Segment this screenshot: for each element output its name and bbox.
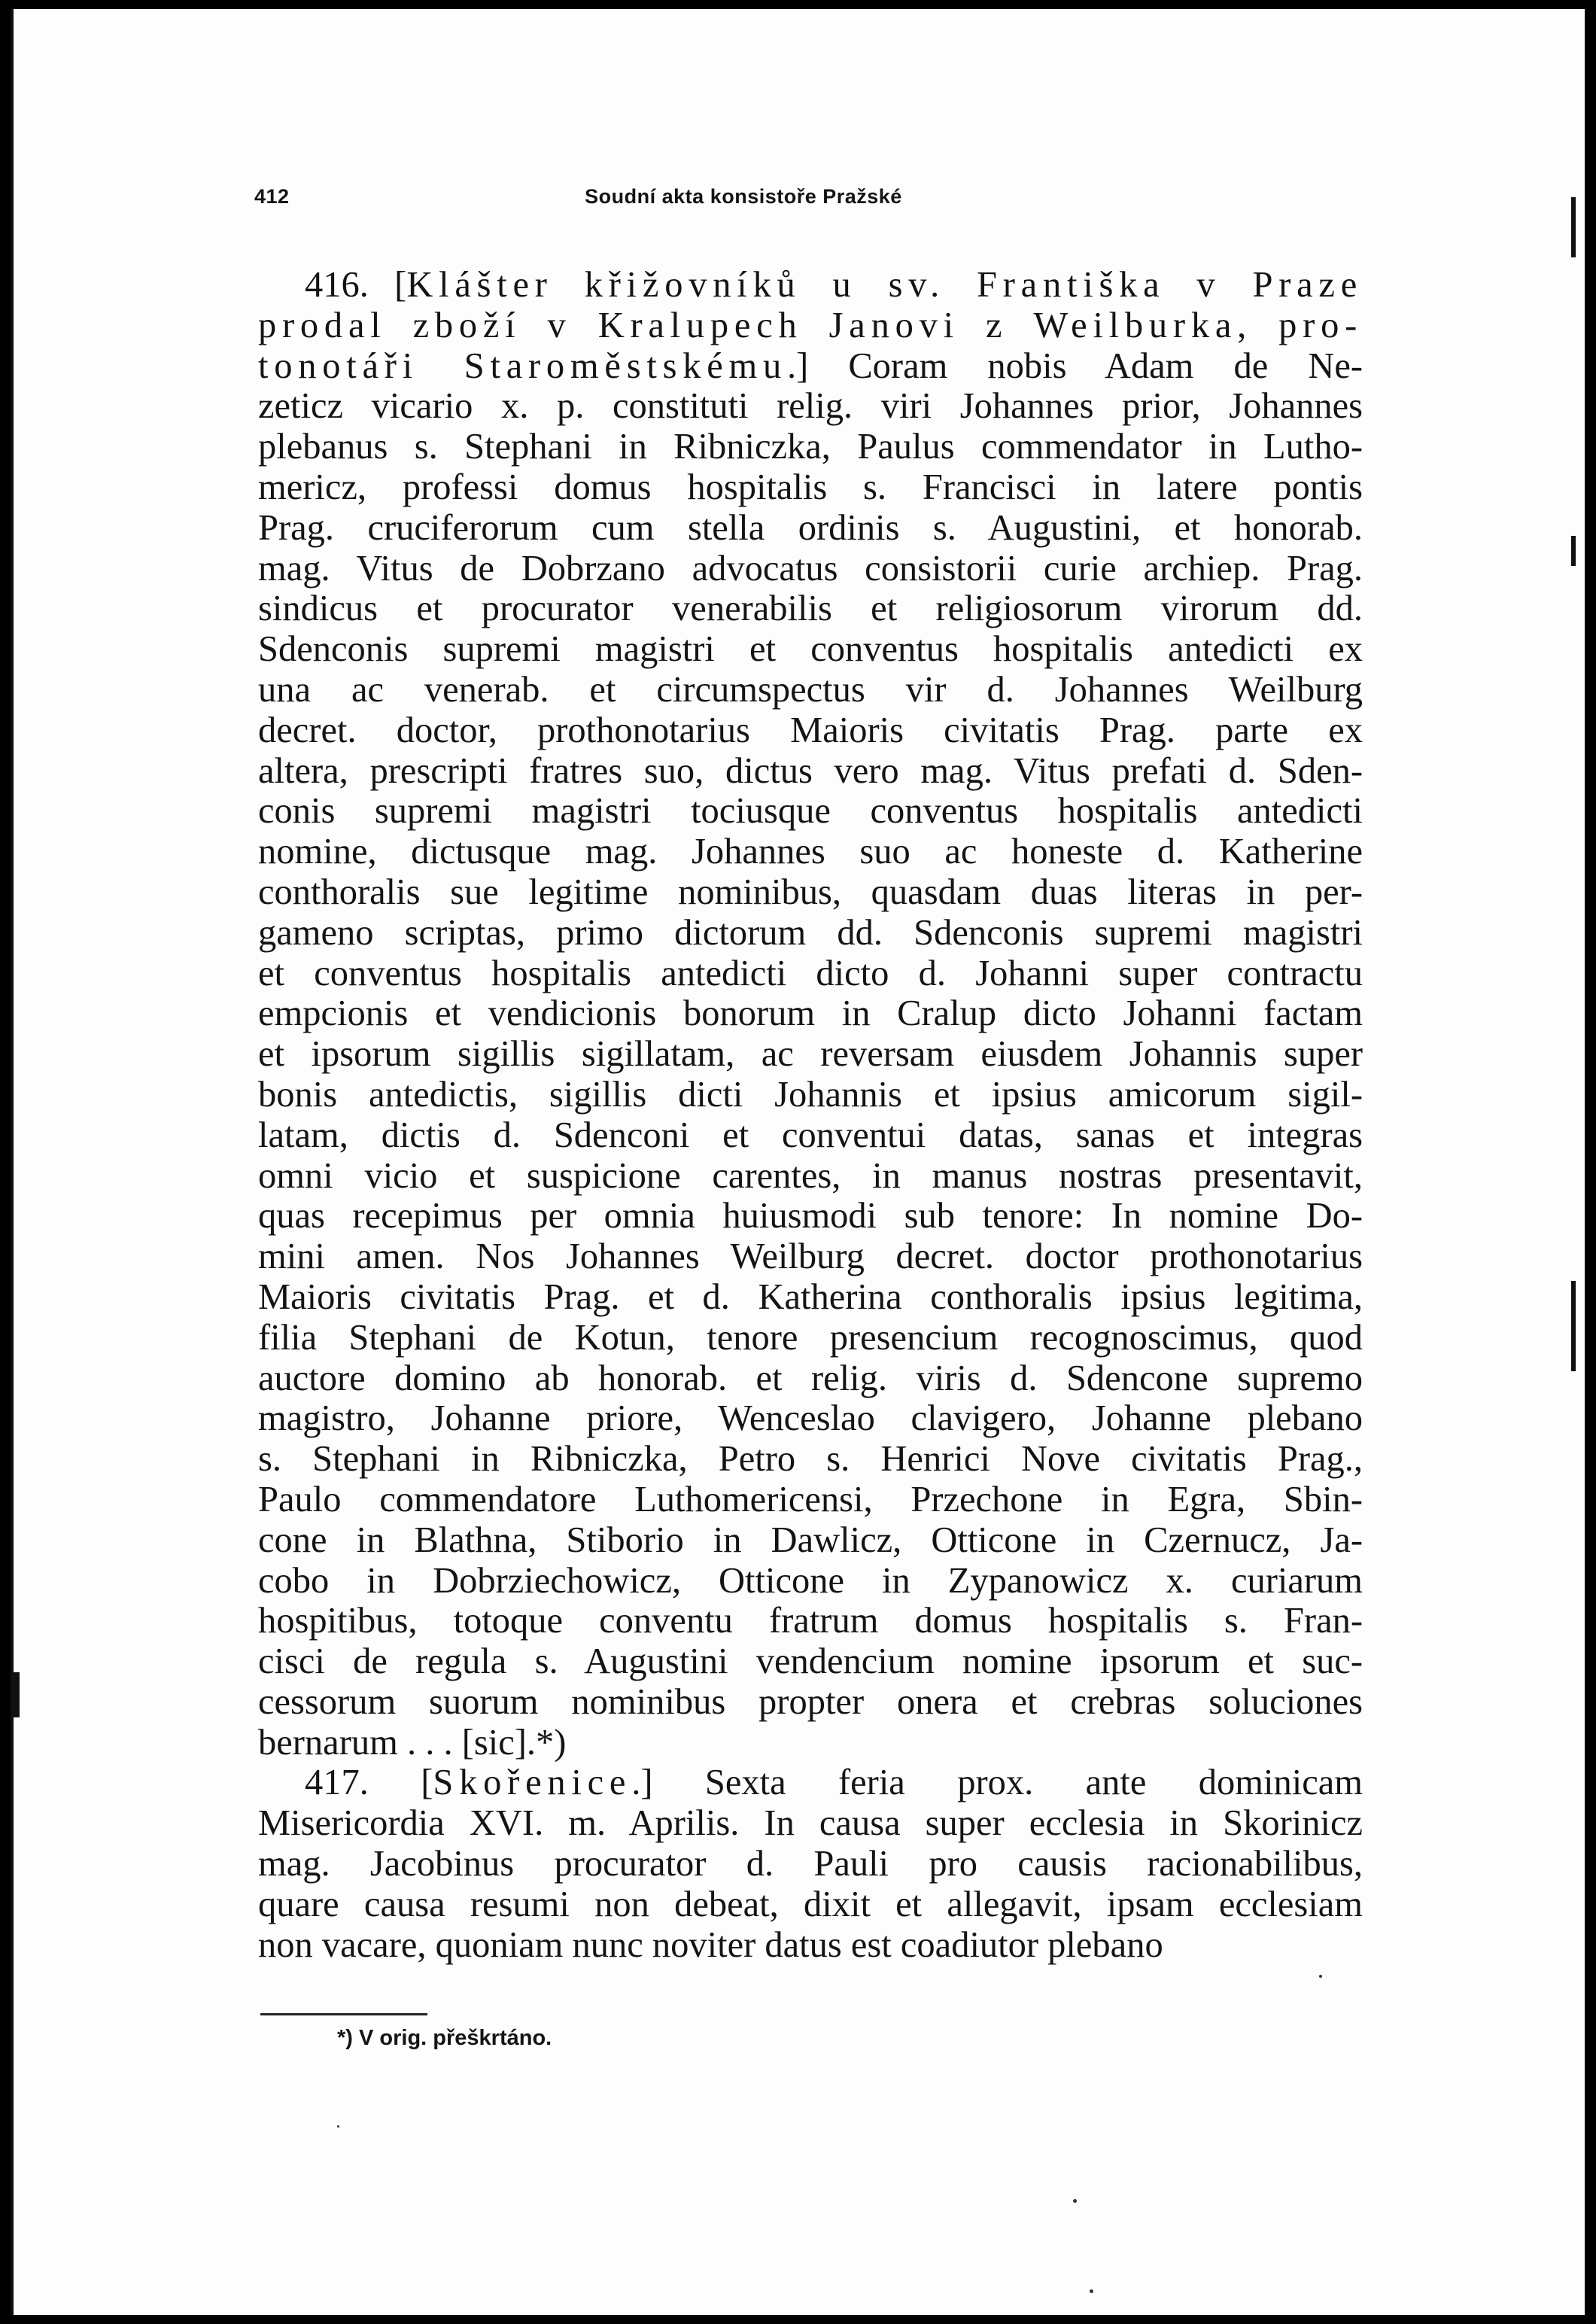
footnote-rule	[260, 2013, 427, 2015]
text-line: 416. [Klášter křižovníků u sv. Františka v Praze	[305, 265, 1363, 305]
text-line: tonotáři Staroměstskému.] Coram nobis Adam de Ne-	[258, 345, 1363, 386]
text-line: conis supremi magistri tociusque conventus hospitalis antedicti	[258, 791, 1363, 832]
spaced-heading-text: tonotáři Staroměstskému	[258, 345, 787, 386]
text-line: non vacare, quoniam nunc noviter datus est coadiutor plebano	[258, 1924, 1163, 1965]
spaced-heading-text: prodal zboží v Kralupech Janovi z Weilburka, pro-	[258, 305, 1363, 345]
scan-edge-mark	[14, 1672, 20, 1717]
text-line: mericz, professi domus hospitalis s. Francisci in latere pontis	[258, 467, 1363, 507]
scan-speck	[1090, 2289, 1093, 2293]
page-number: 412	[254, 185, 290, 208]
text-line: nomine, dictusque mag. Johannes suo ac honeste d. Katherine	[258, 832, 1363, 872]
text-line: Sdenconis supremi magistri et conventus hospitalis antedicti ex	[258, 629, 1363, 670]
text-line: quare causa resumi non debeat, dixit et allegavit, ipsam ecclesiam	[258, 1884, 1363, 1924]
text-line: magistro, Johanne priore, Wenceslao clavigero, Johanne plebano	[258, 1398, 1363, 1439]
text-line: s. Stephani in Ribniczka, Petro s. Henrici Nove civitatis Prag.,	[258, 1439, 1363, 1480]
text-line: altera, prescripti fratres suo, dictus vero mag. Vitus prefati d. Sden-	[258, 750, 1363, 791]
spaced-heading-text: Skořenice	[433, 1763, 632, 1803]
footnote: *) V orig. přeškrtáno.	[337, 2026, 552, 2050]
text-line: mini amen. Nos Johannes Weilburg decret. doctor prothonotarius	[258, 1237, 1363, 1277]
text-line: cobo in Dobrziechowicz, Otticone in Zypanowicz x. curiarum	[258, 1560, 1363, 1601]
text-line: Paulo commendatore Luthomericensi, Przechone in Egra, Sbin-	[258, 1479, 1363, 1519]
entry-416	[258, 265, 1363, 1763]
text-line: plebanus s. Stephani in Ribniczka, Paulus commendator in Lutho-	[258, 427, 1363, 467]
text-line: empcionis et vendicionis bonorum in Cralup dicto Johanni factam	[258, 993, 1363, 1034]
text-line: quas recepimus per omnia huiusmodi sub tenore: In nomine Do-	[258, 1196, 1363, 1237]
text-line: bernarum . . . [sic].*)	[258, 1722, 567, 1763]
text-line: cisci de regula s. Augustini vendencium nomine ipsorum et suc-	[258, 1641, 1363, 1682]
text-line: gameno scriptas, primo dictorum dd. Sdenconis supremi magistri	[258, 912, 1363, 953]
text-line: sindicus et procurator venerabilis et religiosorum virorum dd.	[258, 589, 1363, 629]
text-line: et conventus hospitalis antedicti dicto d. Johanni super contractu	[258, 953, 1363, 993]
body-text	[258, 265, 1363, 1965]
text-line: Misericordia XVI. m. Aprilis. In causa super ecclesia in Skorinicz	[258, 1803, 1363, 1844]
text-line: zeticz vicario x. p. constituti relig. viri Johannes prior, Johannes	[258, 386, 1363, 427]
running-title: Soudní akta konsistoře Pražské	[585, 185, 902, 208]
text-line: mag. Vitus de Dobrzano advocatus consistorii curie archiep. Prag.	[258, 548, 1363, 589]
scan-speck	[1073, 2199, 1077, 2203]
text-line: bonis antedictis, sigillis dicti Johannis et ipsius amicorum sigil-	[258, 1074, 1363, 1115]
running-head	[254, 185, 1233, 215]
text-line: 417. [Skořenice.] Sexta feria prox. ante dominicam	[305, 1763, 1363, 1803]
scan-edge-mark	[1571, 1281, 1576, 1371]
text-line: Prag. cruciferorum cum stella ordinis s. Augustini, et honorab.	[258, 507, 1363, 548]
text-line: latam, dictis d. Sdenconi et conventui datas, sanas et integras	[258, 1115, 1363, 1155]
text-line: Maioris civitatis Prag. et d. Katherina conthoralis ipsius legitima,	[258, 1276, 1363, 1317]
text-line: filia Stephani de Kotun, tenore presencium recognoscimus, quod	[258, 1317, 1363, 1358]
text-line: conthoralis sue legitime nominibus, quasdam duas literas in per-	[258, 872, 1363, 912]
text-line: mag. Jacobinus procurator d. Pauli pro causis racionabilibus,	[258, 1844, 1363, 1884]
text-line	[258, 306, 1363, 346]
entry-417	[258, 1763, 1363, 1965]
text-line: hospitibus, totoque conventu fratrum domus hospitalis s. Fran-	[258, 1601, 1363, 1641]
text-line: decret. doctor, prothonotarius Maioris civitatis Prag. parte ex	[258, 710, 1363, 750]
scan-edge-mark	[1571, 197, 1576, 257]
text-line: auctore domino ab honorab. et relig. viris d. Sdencone supremo	[258, 1358, 1363, 1398]
spaced-heading-text: Klášter křižovníků u sv. Františka v Praze	[406, 265, 1363, 305]
text-line: et ipsorum sigillis sigillatam, ac reversam eiusdem Johannis super	[258, 1034, 1363, 1075]
text-line: omni vicio et suspicione carentes, in manus nostras presentavit,	[258, 1155, 1363, 1196]
text-line: cone in Blathna, Stiborio in Dawlicz, Otticone in Czernucz, Ja-	[258, 1519, 1363, 1560]
text-line: cessorum suorum nominibus propter onera et crebras soluciones	[258, 1681, 1363, 1722]
scanned-page	[11, 9, 1585, 2315]
text-line: una ac venerab. et circumspectus vir d. Johannes Weilburg	[258, 669, 1363, 710]
scan-edge-mark	[1571, 536, 1576, 566]
scan-speck	[1319, 1975, 1322, 1978]
scan-speck	[337, 2125, 339, 2128]
